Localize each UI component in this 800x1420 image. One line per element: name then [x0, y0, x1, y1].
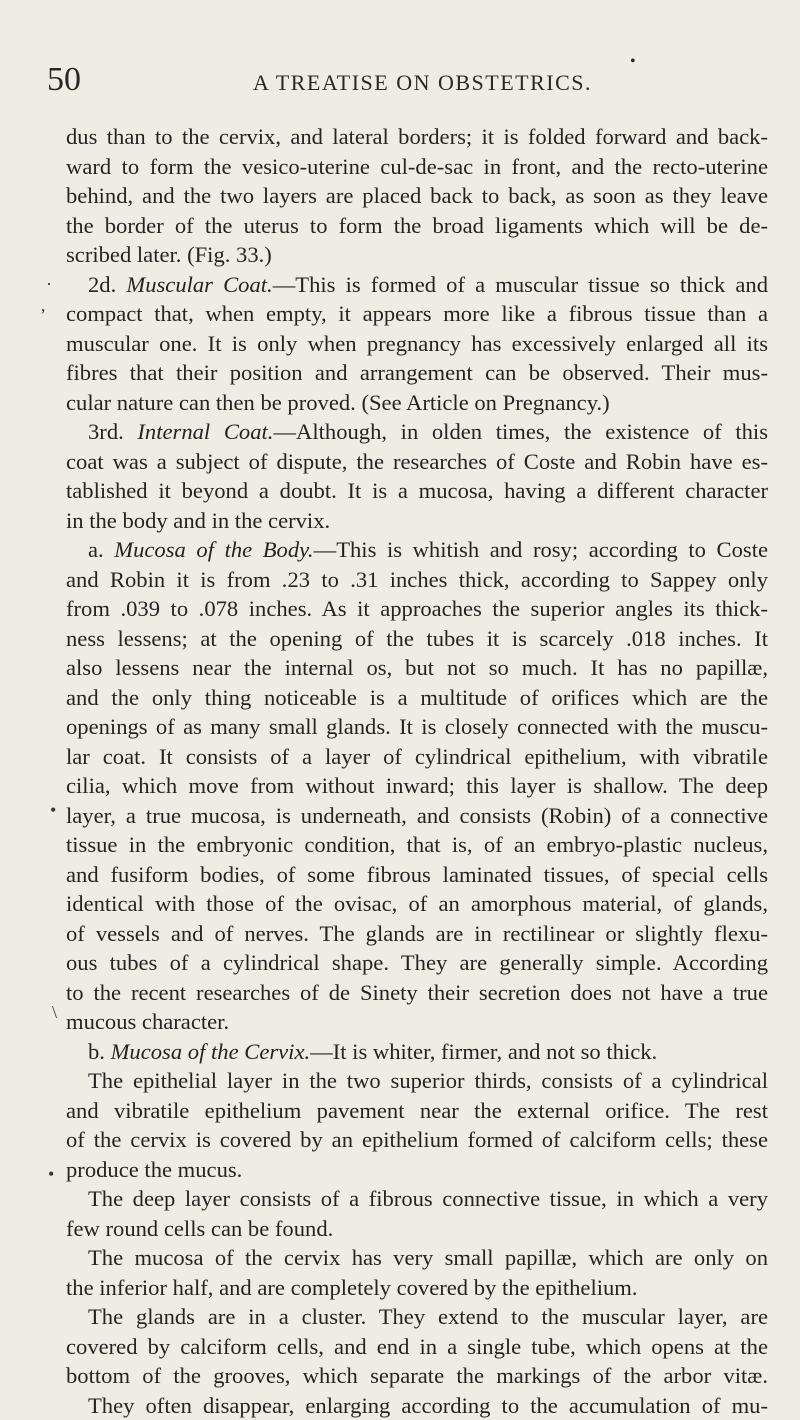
text-line: and fusiform bodies, of some fibrous laminated tissues, of special cells [66, 860, 768, 890]
text-line: identical with those of the ovisac, of an amorphous material, of glands, [66, 889, 768, 919]
text-line: tissue in the embryonic condition, that is, of an embryo-plastic nucleus, [66, 830, 768, 860]
text-line: mucous character. [66, 1007, 768, 1037]
text-line: and Robin it is from .23 to .31 inches thick, according to Sappey only [66, 565, 768, 595]
margin-mark: ’ [40, 305, 46, 325]
page-number: 50 [47, 60, 81, 100]
margin-mark: • [48, 1164, 54, 1184]
body-text [66, 122, 768, 1420]
text-line: dus than to the cervix, and lateral borders; it is folded forward and back- [66, 122, 768, 152]
section-heading: Internal Coat. [137, 419, 273, 444]
text-line: bottom of the grooves, which separate the markings of the arbor vitæ. [66, 1361, 768, 1391]
margin-mark: \ [52, 1002, 57, 1022]
text-line: the inferior half, and are completely covered by the epithelium. [66, 1273, 768, 1303]
section-heading: Mucosa of the Body. [114, 537, 313, 562]
margin-mark: · [46, 274, 52, 294]
text-line: muscular one. It is only when pregnancy has excessively enlarged all its [66, 329, 768, 359]
text-line: coat was a subject of dispute, the researches of Coste and Robin have es- [66, 447, 768, 477]
header-mark: • [630, 52, 636, 72]
section-heading: Muscular Coat. [126, 272, 272, 297]
text-line: a. Mucosa of the Body.—This is whitish and rosy; according to Coste [66, 535, 768, 565]
text-line: of the cervix is covered by an epithelium formed of calciform cells; these [66, 1125, 768, 1155]
page-header [0, 60, 800, 100]
text-line: lar coat. It consists of a layer of cylindrical epithelium, with vibratile [66, 742, 768, 772]
text-line: openings of as many small glands. It is closely connected with the muscu- [66, 712, 768, 742]
margin-mark: • [50, 800, 56, 820]
text-line: few round cells can be found. [66, 1214, 768, 1244]
text-line: ness lessens; at the opening of the tubes it is scarcely .018 inches. It [66, 624, 768, 654]
text-line: cular nature can then be proved. (See Article on Pregnancy.) [66, 388, 768, 418]
text-line: The glands are in a cluster. They extend to the muscular layer, are [66, 1302, 768, 1332]
text-line: behind, and the two layers are placed back to back, as soon as they leave [66, 181, 768, 211]
text-line: produce the mucus. [66, 1155, 768, 1185]
text-line: The epithelial layer in the two superior thirds, consists of a cylindrical [66, 1066, 768, 1096]
text-line: layer, a true mucosa, is underneath, and consists (Robin) of a connective [66, 801, 768, 831]
text-line: to the recent researches of de Sinety their secretion does not have a true [66, 978, 768, 1008]
running-title: A TREATISE ON OBSTETRICS. [253, 68, 592, 98]
text-line: 3rd. Internal Coat.—Although, in olden times, the existence of this [66, 417, 768, 447]
text-line: ward to form the vesico-uterine cul-de-sac in front, and the recto-uterine [66, 152, 768, 182]
text-line: fibres that their position and arrangement can be observed. Their mus- [66, 358, 768, 388]
section-heading: Mucosa of the Cervix. [111, 1039, 311, 1064]
text-line: of vessels and of nerves. The glands are in rectilinear or slightly flexu- [66, 919, 768, 949]
text-line: in the body and in the cervix. [66, 506, 768, 536]
text-line: the border of the uterus to form the broad ligaments which will be de- [66, 211, 768, 241]
text-line: also lessens near the internal os, but not so much. It has no papillæ, [66, 653, 768, 683]
text-line: and vibratile epithelium pavement near the external orifice. The rest [66, 1096, 768, 1126]
text-line: ous tubes of a cylindrical shape. They are generally simple. According [66, 948, 768, 978]
text-line: tablished it beyond a doubt. It is a mucosa, having a different character [66, 476, 768, 506]
text-line: They often disappear, enlarging according to the accumulation of mu- [66, 1391, 768, 1420]
text-line: 2d. Muscular Coat.—This is formed of a muscular tissue so thick and [66, 270, 768, 300]
text-line: The deep layer consists of a fibrous connective tissue, in which a very [66, 1184, 768, 1214]
text-line: and the only thing noticeable is a multitude of orifices which are the [66, 683, 768, 713]
text-line: scribed later. (Fig. 33.) [66, 240, 768, 270]
text-line: cilia, which move from without inward; this layer is shallow. The deep [66, 771, 768, 801]
text-line: covered by calciform cells, and end in a single tube, which opens at the [66, 1332, 768, 1362]
text-line: The mucosa of the cervix has very small papillæ, which are only on [66, 1243, 768, 1273]
text-line: b. Mucosa of the Cervix.—It is whiter, firmer, and not so thick. [66, 1037, 768, 1067]
text-line: compact that, when empty, it appears more like a fibrous tissue than a [66, 299, 768, 329]
text-line: from .039 to .078 inches. As it approaches the superior angles its thick- [66, 594, 768, 624]
